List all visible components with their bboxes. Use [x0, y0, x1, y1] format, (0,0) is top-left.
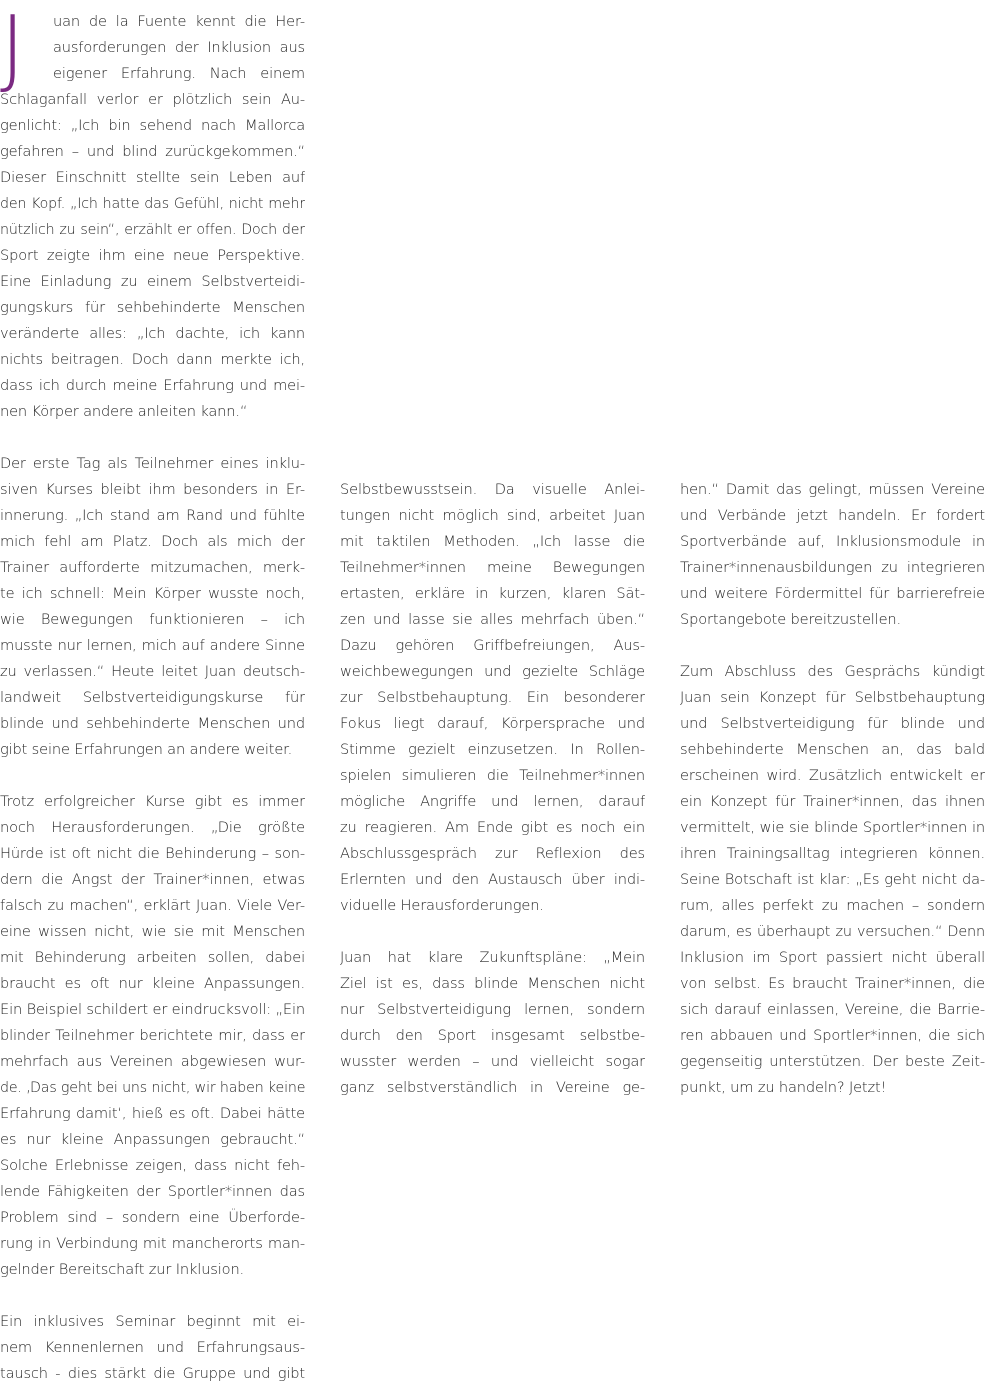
text-line: Schlaganfall verlor er plötzlich sein Au- [0, 91, 305, 108]
text-line: ausforderungen der Inklusion aus [53, 39, 305, 56]
text-line: gefahren – und blind zurückgekommen.“ [0, 143, 305, 160]
text-line: zu verlassen.“ Heute leitet Juan deutsch- [0, 663, 305, 680]
text-line: Trainer*innenausbildungen zu integrieren [680, 559, 985, 576]
text-line: landweit Selbstverteidigungskurse für [0, 689, 305, 706]
text-line: Solche Erlebnisse zeigen, dass nicht feh- [0, 1157, 305, 1174]
text-line: nichts beitragen. Doch dann merkte ich, [0, 351, 305, 368]
text-line: Erlernten und den Austausch über indi- [340, 871, 645, 888]
text-line: tungen nicht möglich sind, arbeitet Juan [340, 507, 645, 524]
article-column-3 [680, 0, 985, 1384]
text-line: ihren Trainingsalltag integrieren können. [680, 845, 985, 862]
text-line: Inklusion im Sport passiert nicht überall [680, 949, 985, 966]
text-line: Fokus liegt darauf, Körpersprache und [340, 715, 645, 732]
text-line: gungskurs für sehbehinderte Menschen [0, 299, 305, 316]
text-line: Abschlussgespräch zur Reflexion des [340, 845, 645, 862]
text-line: Problem sind – sondern eine Überforde- [0, 1209, 305, 1226]
text-line: eigener Erfahrung. Nach einem [53, 65, 305, 82]
text-line: Zum Abschluss des Gesprächs kündigt [680, 663, 985, 680]
text-line: lende Fähigkeiten der Sportler*innen das [0, 1183, 305, 1200]
text-line: de. ‚Das geht bei uns nicht, wir haben keine [0, 1080, 305, 1096]
paragraph-gap [0, 1283, 305, 1309]
text-line: ertasten, erkläre in kurzen, klaren Sät- [340, 585, 645, 602]
text-line: viduelle Herausforderungen. [340, 897, 544, 914]
text-line: nen Körper andere anleiten kann.“ [0, 403, 248, 420]
text-line: mögliche Angriffe und lernen, darauf [340, 793, 645, 810]
text-line: von selbst. Es braucht Trainer*innen, die [680, 975, 985, 992]
drop-cap: J [0, 0, 26, 98]
text-line: innerung. „Ich stand am Rand und fühlte [0, 507, 305, 524]
text-line: und Selbstverteidigung für blinde und [680, 715, 985, 732]
text-line: falsch zu machen“, erklärt Juan. Viele Ver- [0, 897, 305, 914]
text-line: und weitere Fördermittel für barrierefreie [680, 585, 985, 602]
text-line: vermittelt, wie sie blinde Sportler*innen in [680, 819, 985, 836]
text-line: rum, alles perfekt zu machen – sondern [680, 897, 985, 914]
text-line: rung in Verbindung mit mancherorts man- [0, 1235, 305, 1252]
paragraph-gap [0, 425, 305, 451]
text-line: Selbstbewusstsein. Da visuelle Anlei- [340, 481, 645, 498]
text-line: siven Kurses bleibt ihm besonders in Er- [0, 481, 305, 498]
text-line: gibt seine Erfahrungen an andere weiter. [0, 741, 293, 758]
text-line: erscheinen wird. Zusätzlich entwickelt er [680, 767, 985, 784]
text-line: mit Behinderung arbeiten sollen, dabei [0, 949, 305, 966]
paragraph-gap [680, 633, 985, 659]
text-line: mich fehl am Platz. Doch als mich der [0, 533, 305, 550]
text-line: Seine Botschaft ist klar: „Es geht nicht da- [680, 871, 985, 888]
text-line: spielen simulieren die Teilnehmer*innen [340, 767, 645, 784]
text-line: te ich schnell: Mein Körper wusste noch, [0, 585, 305, 602]
text-line: hen.“ Damit das gelingt, müssen Vereine [680, 481, 985, 498]
text-line: Juan sein Konzept für Selbstbehauptung [680, 689, 985, 706]
text-line: zen und lasse sie alles mehrfach üben.“ [340, 611, 645, 628]
article-column-2 [340, 0, 645, 1384]
text-line: sich darauf einlassen, Vereine, die Barrie- [680, 1001, 985, 1018]
text-line: den Kopf. „Ich hatte das Gefühl, nicht mehr [0, 196, 305, 212]
text-line: wusster werden – und vielleicht sogar [340, 1053, 645, 1070]
text-line: dern die Angst der Trainer*innen, etwas [0, 871, 305, 888]
text-line: Der erste Tag als Teilnehmer eines inklu- [0, 455, 305, 472]
text-line: Teilnehmer*innen meine Bewegungen [340, 559, 645, 576]
text-line: nützlich zu sein“, erzählt er offen. Doch der [0, 222, 305, 238]
text-line: Ziel ist es, dass blinde Menschen nicht [340, 975, 645, 992]
text-line: gegenseitig unterstützen. Der beste Zeit- [680, 1053, 985, 1070]
text-line: musste nur lernen, mich auf andere Sinne [0, 637, 305, 654]
text-line: veränderte alles: „Ich dachte, ich kann [0, 325, 305, 342]
text-line: Erfahrung damit‘, hieß es oft. Dabei hätte [0, 1105, 305, 1122]
text-line: es nur kleine Anpassungen gebraucht.“ [0, 1131, 305, 1148]
text-line: Ein inklusives Seminar beginnt mit ei- [0, 1313, 305, 1330]
text-line: blinder Teilnehmer berichtete mir, dass er [0, 1027, 305, 1044]
text-line: uan de la Fuente kennt die Her- [53, 13, 305, 30]
text-line: weichbewegungen und gezielte Schläge [340, 663, 645, 680]
text-line: braucht es oft nur kleine Anpassungen. [0, 975, 305, 992]
text-line: nur Selbstverteidigung lernen, sondern [340, 1001, 645, 1018]
text-line: blinde und sehbehinderte Menschen und [0, 715, 305, 732]
text-line: ein Konzept für Trainer*innen, das ihnen [680, 793, 985, 810]
text-line: Ein Beispiel schildert er eindrucksvoll: „Ein [0, 1001, 305, 1018]
text-line: wie Bewegungen funktionieren – ich [0, 611, 305, 628]
text-line: Dazu gehören Griffbefreiungen, Aus- [340, 637, 645, 654]
text-line: Dieser Einschnitt stellte sein Leben auf [0, 169, 305, 186]
text-line: Sport zeigte ihm eine neue Perspektive. [0, 247, 305, 264]
text-line: dass ich durch meine Erfahrung und mei- [0, 377, 305, 394]
text-line: Sportangebote bereitzustellen. [680, 611, 902, 628]
text-line: mit taktilen Methoden. „Ich lasse die [340, 533, 645, 550]
text-line: nem Kennenlernen und Erfahrungsaus- [0, 1339, 305, 1356]
paragraph-gap [0, 763, 305, 789]
paragraph-gap [340, 919, 645, 945]
text-line: Sportverbände auf, Inklusionsmodule in [680, 533, 985, 550]
text-line: genlicht: „Ich bin sehend nach Mallorca [0, 117, 305, 134]
text-line: Juan hat klare Zukunftspläne: „Mein [340, 949, 645, 966]
text-line: Stimme gezielt einzusetzen. In Rollen- [340, 741, 645, 758]
text-line: und Verbände jetzt handeln. Er fordert [680, 507, 985, 524]
text-line: ren abbauen und Sportler*innen, die sich [680, 1027, 985, 1044]
text-line: Trainer aufforderte mitzumachen, merk- [0, 559, 305, 576]
text-line: gelnder Bereitschaft zur Inklusion. [0, 1261, 245, 1278]
text-line: punkt, um zu handeln? Jetzt! [680, 1079, 887, 1096]
text-line: sehbehinderte Menschen an, das bald [680, 741, 985, 758]
text-line: eine wissen nicht, wie sie mit Menschen [0, 923, 305, 940]
text-line: mehrfach aus Vereinen abgewiesen wur- [0, 1053, 305, 1070]
text-line: Hürde ist oft nicht die Behinderung – son- [0, 845, 305, 862]
text-line: noch Herausforderungen. „Die größte [0, 819, 305, 836]
text-line: tausch - dies stärkt die Gruppe und gibt [0, 1365, 305, 1382]
text-line: ganz selbstverständlich in Vereine ge- [340, 1079, 645, 1096]
text-line: durch den Sport insgesamt selbstbe- [340, 1027, 645, 1044]
text-line: darum, es überhaupt zu versuchen.“ Denn [680, 924, 985, 940]
text-line: Trotz erfolgreicher Kurse gibt es immer [0, 793, 305, 810]
text-line: Eine Einladung zu einem Selbstverteidi- [0, 273, 305, 290]
article-column-1 [0, 0, 305, 1384]
text-line: zu reagieren. Am Ende gibt es noch ein [340, 819, 645, 836]
text-line: zur Selbstbehauptung. Ein besonderer [340, 689, 645, 706]
